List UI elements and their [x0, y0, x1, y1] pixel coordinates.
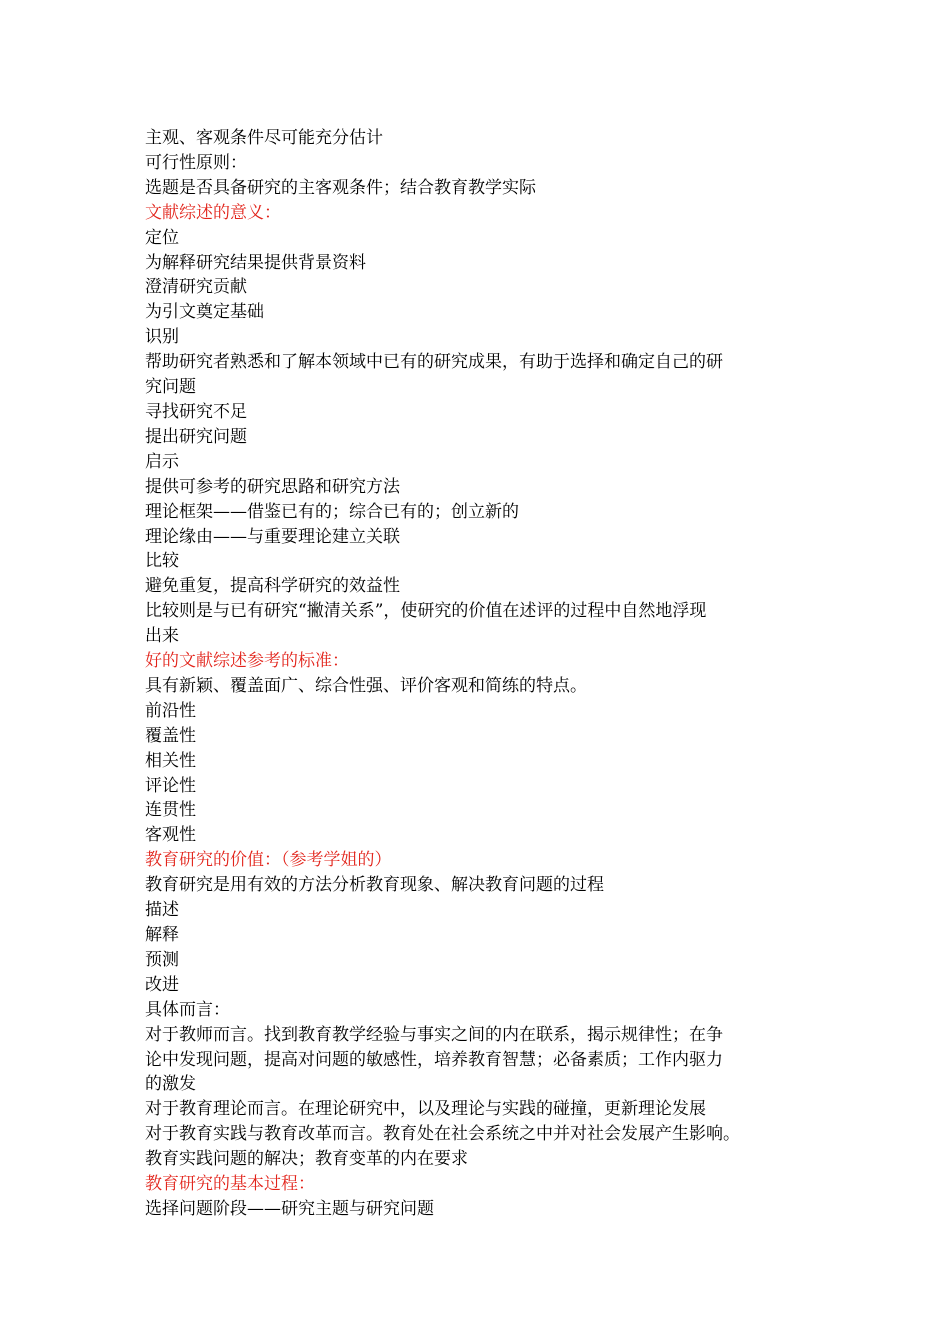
text-line: 避免重复，提高科学研究的效益性: [145, 576, 400, 597]
text-line: 连贯性: [145, 800, 196, 821]
text-line: 对于教育实践与教育改革而言。教育处在社会系统之中并对社会发展产生影响。: [145, 1124, 740, 1145]
text-line: 寻找研究不足: [145, 401, 247, 422]
text-line: 可行性原则：: [145, 152, 247, 173]
text-line: 比较: [145, 551, 179, 572]
text-line: 评论性: [145, 775, 196, 796]
text-line: 比较则是与已有研究“撇清关系”，使研究的价值在述评的过程中自然地浮现: [145, 601, 707, 622]
text-line: 主观、客观条件尽可能充分估计: [145, 128, 383, 148]
text-line: 论中发现问题，提高对问题的敏感性，培养教育智慧；必备素质；工作内驱力: [145, 1049, 723, 1070]
text-line: 理论框架——借鉴已有的；综合已有的；创立新的: [145, 501, 519, 522]
text-line: 帮助研究者熟悉和了解本领域中已有的研究成果，有助于选择和确定自己的研: [145, 352, 723, 373]
text-line: 前沿性: [145, 700, 196, 721]
text-line: 定位: [145, 227, 179, 248]
text-line: 究问题: [145, 377, 196, 398]
text-line: 具有新颖、覆盖面广、综合性强、评价客观和简练的特点。: [145, 675, 587, 696]
text-line: 理论缘由——与重要理论建立关联: [145, 526, 400, 547]
text-line: 出来: [145, 626, 179, 647]
section-heading: 文献综述的意义：: [145, 202, 281, 223]
text-line: 启示: [145, 451, 179, 472]
text-line: 描述: [145, 900, 179, 921]
text-line: 为解释研究结果提供背景资料: [145, 252, 366, 273]
text-line: 选题是否具备研究的主客观条件；结合教育教学实际: [145, 177, 536, 198]
text-line: 改进: [145, 974, 179, 995]
section-heading: 好的文献综述参考的标准：: [145, 651, 349, 672]
text-line: 提供可参考的研究思路和研究方法: [145, 476, 400, 497]
document-page: [145, 126, 835, 1222]
text-line: 预测: [145, 949, 179, 970]
text-line: 客观性: [145, 825, 196, 846]
text-line: 覆盖性: [145, 725, 196, 746]
text-line: 为引文奠定基础: [145, 302, 264, 323]
text-line: 澄清研究贡献: [145, 277, 247, 298]
text-line: 对于教育理论而言。在理论研究中，以及理论与实践的碰撞，更新理论发展: [145, 1099, 706, 1120]
text-line: 识别: [145, 327, 179, 348]
text-line: 选择问题阶段——研究主题与研究问题: [145, 1198, 434, 1219]
text-line: 具体而言：: [145, 999, 230, 1020]
text-line: 的激发: [145, 1074, 196, 1095]
text-line: 提出研究问题: [145, 426, 247, 447]
text-line: 解释: [145, 925, 179, 945]
text-line: 教育实践问题的解决；教育变革的内在要求: [145, 1149, 468, 1170]
text-line: 相关性: [145, 750, 196, 771]
text-line: 对于教师而言。找到教育教学经验与事实之间的内在联系，揭示规律性；在争: [145, 1024, 723, 1045]
section-heading: 教育研究的基本过程：: [145, 1174, 315, 1195]
section-heading: 教育研究的价值：（参考学姐的）: [145, 850, 392, 871]
text-line: 教育研究是用有效的方法分析教育现象、解决教育问题的过程: [145, 875, 604, 896]
